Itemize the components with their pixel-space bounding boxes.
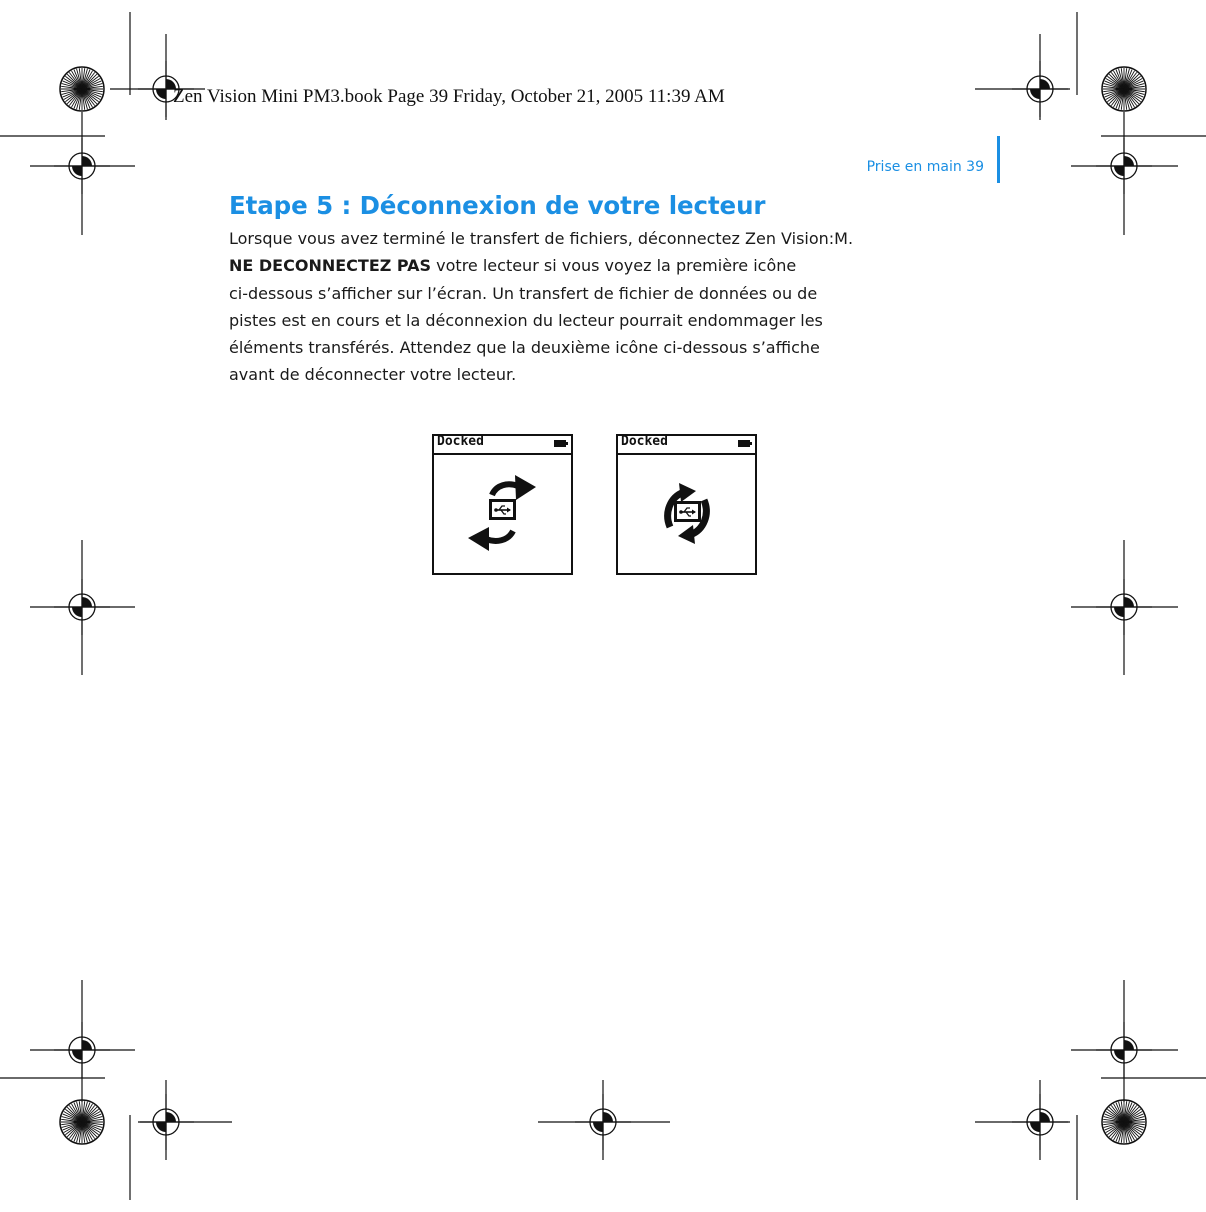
body-text [229,225,989,389]
battery-icon [738,440,750,447]
section-heading: Etape 5 : Déconnexion de votre lecteur [229,191,766,220]
usb-transfer-arrows-icon [434,455,571,573]
player-screen-synced [616,434,757,575]
warning-emphasis: NE DECONNECTEZ PAS [229,256,432,276]
usb-sync-circular-arrows-icon [618,455,755,573]
running-header-rule [997,136,1000,183]
player-screen-transferring [432,434,573,575]
body-line-2 [229,252,989,279]
screen-title: Docked [621,434,668,449]
screen-status-bar [434,436,571,455]
screen-title: Docked [437,434,484,449]
body-line-1: Lorsque vous avez terminé le transfert de fichiers, déconnectez Zen Vision:M. [229,229,854,248]
body-line-4: pistes est en cours et la déconnexion du lecteur pourrait endommager les [229,310,823,330]
body-line-6: avant de déconnecter votre lecteur. [229,365,517,385]
body-line-2-rest: votre lecteur si vous voyez la première icône [431,256,797,276]
running-header: Prise en main 39 [866,159,984,175]
print-slug: Zen Vision Mini PM3.book Page 39 Friday, October 21, 2005 11:39 AM [173,86,725,107]
body-line-5: éléments transférés. Attendez que la deuxième icône ci-dessous s’affiche [229,338,820,358]
body-line-3: ci-dessous s’afficher sur l’écran. Un transfert de fichier de données ou de [229,283,818,303]
screen-status-bar [618,436,755,455]
battery-icon [554,440,566,447]
